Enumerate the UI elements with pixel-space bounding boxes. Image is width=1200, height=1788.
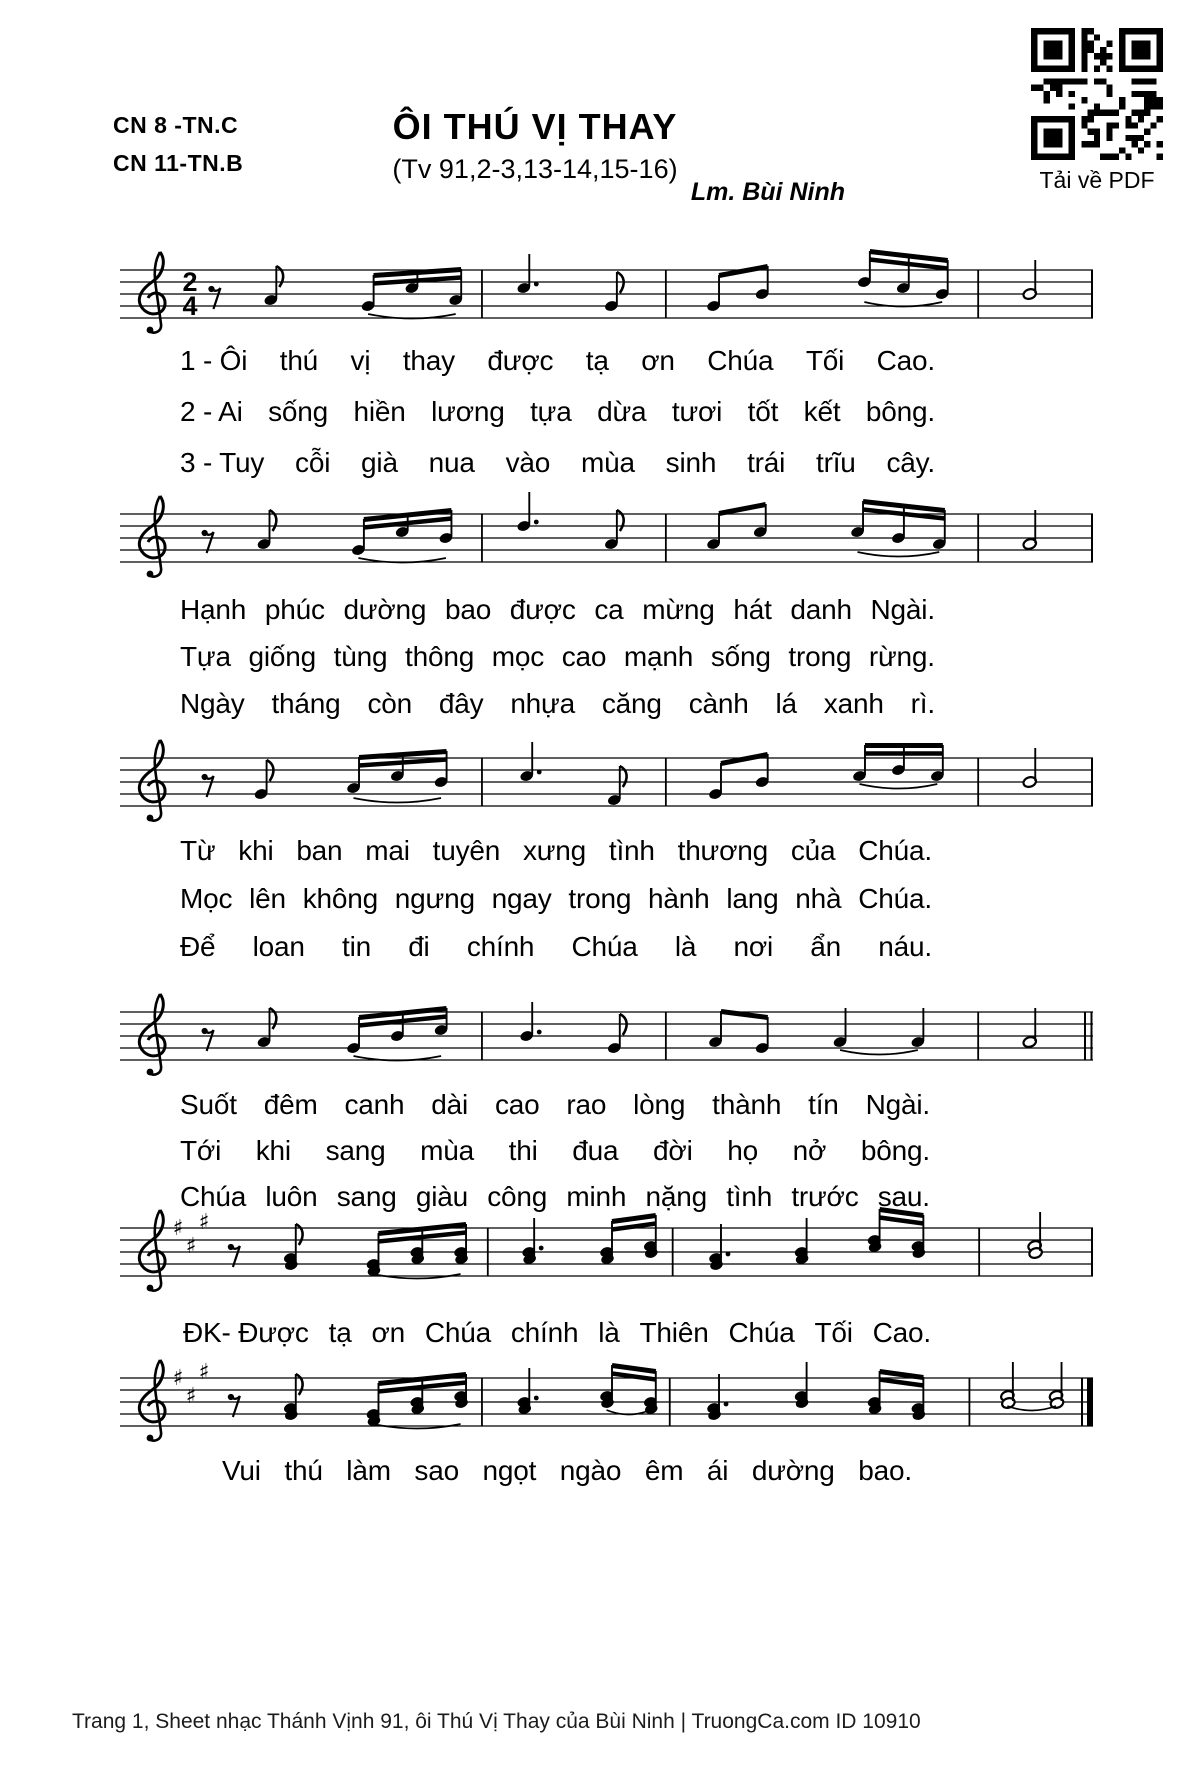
lyric-word: thú (284, 1455, 323, 1486)
verse-lyrics-block-2 (180, 594, 935, 735)
lyric-word: trái (747, 447, 786, 478)
lyric-word: Cao. (872, 1317, 931, 1348)
lyric-line (180, 594, 935, 641)
composer-credit: Lm. Bùi Ninh (690, 178, 845, 206)
lyric-word: cành (688, 688, 749, 719)
lyric-word: náu. (878, 931, 932, 962)
lyric-word: được (487, 345, 554, 376)
verse-lyrics-block-3 (180, 835, 932, 979)
lyric-word: nặng (645, 1181, 707, 1212)
lyric-word: Suốt (180, 1089, 237, 1120)
lyric-word: Thiên (639, 1317, 709, 1348)
lyric-word: căng (601, 688, 662, 719)
lyric-word: ngọt (482, 1455, 537, 1486)
lyric-word: vị (350, 345, 371, 376)
lyric-line (180, 345, 935, 396)
lyric-word: nhà (795, 883, 842, 914)
lyric-line (180, 1181, 930, 1227)
lyric-word: sống (710, 641, 771, 672)
lyric-word: Ngài. (870, 594, 935, 625)
lyric-word: đi (408, 931, 430, 962)
lyric-word: bao. (858, 1455, 912, 1486)
lyric-word: cây. (886, 447, 935, 478)
lyric-word: ái (706, 1455, 729, 1486)
lyric-word: rì. (910, 688, 935, 719)
lyric-word: cao (494, 1089, 540, 1120)
lyric-word: xanh (823, 688, 884, 719)
lyric-word: làm (346, 1455, 391, 1486)
lyric-word: là (674, 931, 697, 962)
lyric-word: loan (252, 931, 305, 962)
lyric-word: trước (791, 1181, 859, 1212)
lyric-word: Ngày (180, 688, 245, 719)
svg-text:♯: ♯ (172, 1216, 184, 1241)
chorus-lyrics-block-1 (183, 1317, 931, 1363)
svg-text:♯: ♯ (185, 1384, 197, 1409)
lyric-word: sống (268, 396, 329, 427)
qr-caption[interactable]: Tải về PDF (1039, 167, 1155, 193)
lyric-word: công (487, 1181, 548, 1212)
staff-1-notation (120, 230, 1093, 360)
lyric-word: tuyên (432, 835, 501, 866)
lyric-word: Tựa (180, 641, 231, 672)
verse-lyrics-block-1 (180, 345, 935, 498)
lyric-word: tình (608, 835, 655, 866)
lyric-word: 3 - Tuy (180, 447, 265, 478)
lyric-word: 2 - Ai (180, 396, 243, 427)
lyric-word: bông. (860, 1135, 930, 1166)
lyric-word: nhựa (510, 688, 575, 719)
svg-text:♯: ♯ (198, 1210, 210, 1235)
liturgical-code-1: CN 8 -TN.C (113, 112, 239, 138)
lyric-word: hiền (353, 396, 406, 427)
lyric-word: tựa (530, 396, 572, 427)
lyric-word: tạ (585, 345, 609, 376)
page-footer-text: Trang 1, Sheet nhạc Thánh Vịnh 91, ôi Thú Vị Thay của Bùi Ninh | TruongCa.com ID 10910 (72, 1710, 921, 1733)
lyric-word: chính (466, 931, 535, 962)
lyric-word: đời (653, 1135, 693, 1166)
lyric-word: tình (726, 1181, 773, 1212)
lyric-word: dường (343, 594, 427, 625)
lyric-line (183, 1317, 931, 1363)
qr-code[interactable] (1031, 28, 1163, 160)
lyric-word: họ (727, 1135, 758, 1166)
lyric-word: thú (279, 345, 319, 376)
lyric-word: Chúa (180, 1181, 247, 1212)
lyric-word: trong (788, 641, 852, 672)
lyric-word: lòng (633, 1089, 686, 1120)
lyric-line (180, 1089, 930, 1135)
lyric-word: trong (568, 883, 632, 914)
lyric-word: là (598, 1317, 620, 1348)
svg-text:4: 4 (182, 291, 198, 321)
lyric-word: Mọc (180, 883, 233, 914)
svg-text:2: 2 (182, 267, 198, 297)
svg-text:♯: ♯ (185, 1234, 197, 1259)
lyric-word: ơn (641, 345, 675, 376)
lyric-word: bao (444, 594, 492, 625)
lyric-word: hành (648, 883, 710, 914)
lyric-word: thi (508, 1135, 538, 1166)
lyric-word: ca (594, 594, 624, 625)
lyric-word: Cao. (876, 345, 935, 376)
lyric-word: Chúa. (858, 835, 932, 866)
staff-4-notation (120, 972, 1093, 1102)
lyric-word: của (790, 835, 836, 866)
verse-lyrics-block-4 (180, 1089, 930, 1227)
staff-3-notation (120, 718, 1093, 848)
lyric-word: sang (325, 1135, 386, 1166)
lyric-word: lương (431, 396, 505, 427)
lyric-word: sau. (877, 1181, 930, 1212)
lyric-word: mùa (580, 447, 635, 478)
lyric-word: canh (344, 1089, 405, 1120)
lyric-word: ơn (371, 1317, 405, 1348)
lyric-word: rao (566, 1089, 607, 1120)
lyric-word: nua (428, 447, 475, 478)
lyric-word: Chúa (571, 931, 638, 962)
lyric-word: tươi (671, 396, 723, 427)
lyric-word: ngào (559, 1455, 622, 1486)
chorus-lyrics-block-2 (222, 1455, 912, 1501)
lyric-word: hát (733, 594, 772, 625)
song-title: ÔI THÚ VỊ THAY (392, 106, 678, 147)
lyric-word: nơi (733, 931, 774, 962)
lyric-word: không (302, 883, 378, 914)
lyric-word: ban (296, 835, 343, 866)
lyric-word: Tới (180, 1135, 222, 1166)
lyric-word: được (509, 594, 576, 625)
lyric-line (180, 931, 932, 979)
lyric-word: dài (431, 1089, 469, 1120)
lyric-word: trĩu (816, 447, 856, 478)
lyric-word: đêm (263, 1089, 318, 1120)
lyric-word: mùa (420, 1135, 475, 1166)
lyric-word: phúc (264, 594, 325, 625)
lyric-word: dường (751, 1455, 835, 1486)
lyric-word: nở (792, 1135, 827, 1166)
lyric-word: tùng (333, 641, 388, 672)
lyric-word: đua (572, 1135, 619, 1166)
lyric-word: ĐK- Được (183, 1317, 309, 1348)
lyric-word: thương (677, 835, 769, 866)
lyric-word: sang (336, 1181, 397, 1212)
lyric-word: Vui (222, 1455, 261, 1486)
lyric-word: thông (405, 641, 475, 672)
lyric-word: giàu (415, 1181, 468, 1212)
lyric-word: bông. (865, 396, 935, 427)
lyric-word: mạnh (623, 641, 694, 672)
lyric-word: khi (238, 835, 274, 866)
lyric-word: thành (712, 1089, 782, 1120)
svg-text:♯: ♯ (172, 1366, 184, 1391)
lyric-word: giống (248, 641, 316, 672)
lyric-word: tín (808, 1089, 839, 1120)
lyric-word: Tối (805, 345, 845, 376)
lyric-word: ngay (491, 883, 552, 914)
lyric-word: rừng. (868, 641, 935, 672)
lyric-word: Hạnh (180, 594, 247, 625)
lyric-word: ngưng (394, 883, 475, 914)
lyric-line (222, 1455, 912, 1501)
lyric-word: Ngài. (865, 1089, 930, 1120)
lyric-line (180, 447, 935, 498)
lyric-word: lang (726, 883, 779, 914)
lyric-word: Từ (180, 835, 216, 866)
lyric-word: cao (561, 641, 607, 672)
lyric-line (180, 641, 935, 688)
lyric-word: mai (365, 835, 410, 866)
lyric-word: luôn (265, 1181, 318, 1212)
lyric-word: tháng (271, 688, 341, 719)
lyric-word: cỗi (295, 447, 331, 478)
lyric-word: sinh (665, 447, 717, 478)
lyric-word: xưng (522, 835, 587, 866)
lyric-word: già (361, 447, 398, 478)
lyric-word: 1 - Ôi (180, 345, 248, 376)
lyric-word: Chúa (424, 1317, 491, 1348)
lyric-line (180, 883, 932, 931)
lyric-word: chính (510, 1317, 579, 1348)
title-block (230, 106, 840, 185)
lyric-word: êm (644, 1455, 684, 1486)
lyric-word: dừa (597, 396, 647, 427)
lyric-word: tin (341, 931, 371, 962)
lyric-word: mọc (491, 641, 545, 672)
lyric-word: khi (255, 1135, 291, 1166)
lyric-word: kết (803, 396, 841, 427)
lyric-word: tạ (328, 1317, 352, 1348)
lyric-word: lá (775, 688, 797, 719)
lyric-word: ẩn (810, 931, 842, 962)
psalm-reference: (Tv 91,2-3,13-14,15-16) (392, 154, 678, 184)
lyric-word: Để (180, 931, 216, 962)
lyric-line (180, 1135, 930, 1181)
lyric-word: danh (790, 594, 852, 625)
lyric-word: minh (566, 1181, 627, 1212)
lyric-word: Tối (814, 1317, 853, 1348)
lyric-word: Chúa (728, 1317, 795, 1348)
liturgical-code-2: CN 11-TN.B (113, 150, 244, 176)
lyric-word: sao (414, 1455, 459, 1486)
lyric-word: Chúa (707, 345, 774, 376)
svg-text:♯: ♯ (198, 1360, 210, 1385)
lyric-line (180, 688, 935, 735)
lyric-word: thay (402, 345, 455, 376)
lyric-word: vào (505, 447, 551, 478)
lyric-word: đây (438, 688, 484, 719)
lyric-word: còn (367, 688, 412, 719)
qr-block[interactable] (1029, 28, 1165, 194)
lyric-line (180, 835, 932, 883)
lyric-line (180, 396, 935, 447)
lyric-word: lên (249, 883, 286, 914)
lyric-word: tốt (747, 396, 779, 427)
lyric-word: Chúa. (858, 883, 932, 914)
lyric-word: mừng (642, 594, 715, 625)
